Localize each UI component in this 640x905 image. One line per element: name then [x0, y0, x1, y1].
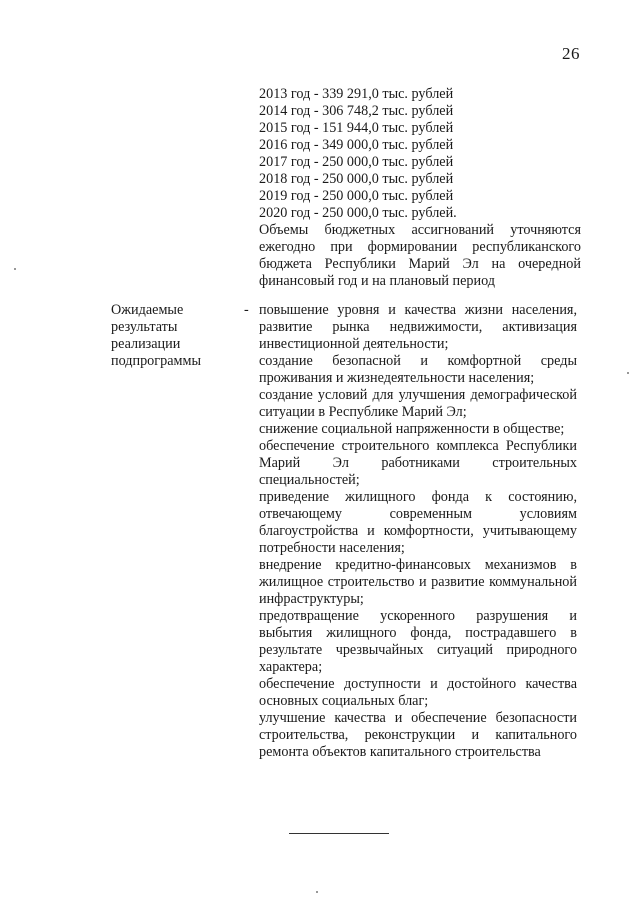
funding-year-line: 2015 год - 151 944,0 тыс. рублей [259, 120, 454, 136]
result-item: повышение уровня и качества жизни населения, развитие рынка недвижимости, активизация инвестиционной деятельности; [259, 302, 577, 352]
results-label-line: подпрограммы [111, 353, 201, 369]
result-item: предотвращение ускоренного разрушения и выбытия жилищного фонда, пострадавшего в результате чрезвычайных ситуаций природного характера; [259, 608, 577, 675]
scan-speck [627, 372, 629, 374]
results-label-line: реализации [111, 336, 181, 352]
results-label-line: результаты [111, 319, 178, 335]
funding-note: Объемы бюджетных ассигнований уточняются ежегодно при формировании республиканского бюджета Республики Марий Эл на очередной финансовый год и на плановый период [259, 222, 581, 289]
results-list [259, 302, 577, 761]
scan-speck [316, 891, 318, 893]
result-item: создание безопасной и комфортной среды проживания и жизнедеятельности населения; [259, 353, 577, 386]
results-label-line: Ожидаемые [111, 302, 184, 318]
page-number: 26 [562, 44, 580, 63]
result-item: обеспечение строительного комплекса Республики Марий Эл работниками строительных специальностей; [259, 438, 577, 488]
funding-year-line: 2019 год - 250 000,0 тыс. рублей [259, 188, 454, 204]
scan-speck [14, 268, 16, 270]
funding-year-line: 2017 год - 250 000,0 тыс. рублей [259, 154, 454, 170]
funding-year-line: 2013 год - 339 291,0 тыс. рублей [259, 86, 454, 102]
funding-block [259, 86, 581, 290]
result-item: снижение социальной напряженности в обществе; [259, 421, 565, 437]
funding-year-line: 2020 год - 250 000,0 тыс. рублей. [259, 205, 457, 221]
result-item: создание условий для улучшения демографической ситуации в Республике Марий Эл; [259, 387, 577, 420]
results-label [111, 302, 241, 370]
funding-year-line: 2016 год - 349 000,0 тыс. рублей [259, 137, 454, 153]
funding-year-line: 2014 год - 306 748,2 тыс. рублей [259, 103, 454, 119]
result-item: обеспечение доступности и достойного качества основных социальных благ; [259, 676, 577, 709]
result-item: улучшение качества и обеспечение безопасности строительства, реконструкции и капитального ремонта объектов капитального строительства [259, 710, 577, 760]
result-item: внедрение кредитно-финансовых механизмов в жилищное строительство и развитие коммунальной инфраструктуры; [259, 557, 577, 607]
footer-rule [289, 833, 389, 834]
funding-year-line: 2018 год - 250 000,0 тыс. рублей [259, 171, 454, 187]
separator-dash: - [244, 302, 249, 318]
result-item: приведение жилищного фонда к состоянию, отвечающему современным условиям благоустройства и комфортности, учитывающему потребности населения; [259, 489, 577, 556]
